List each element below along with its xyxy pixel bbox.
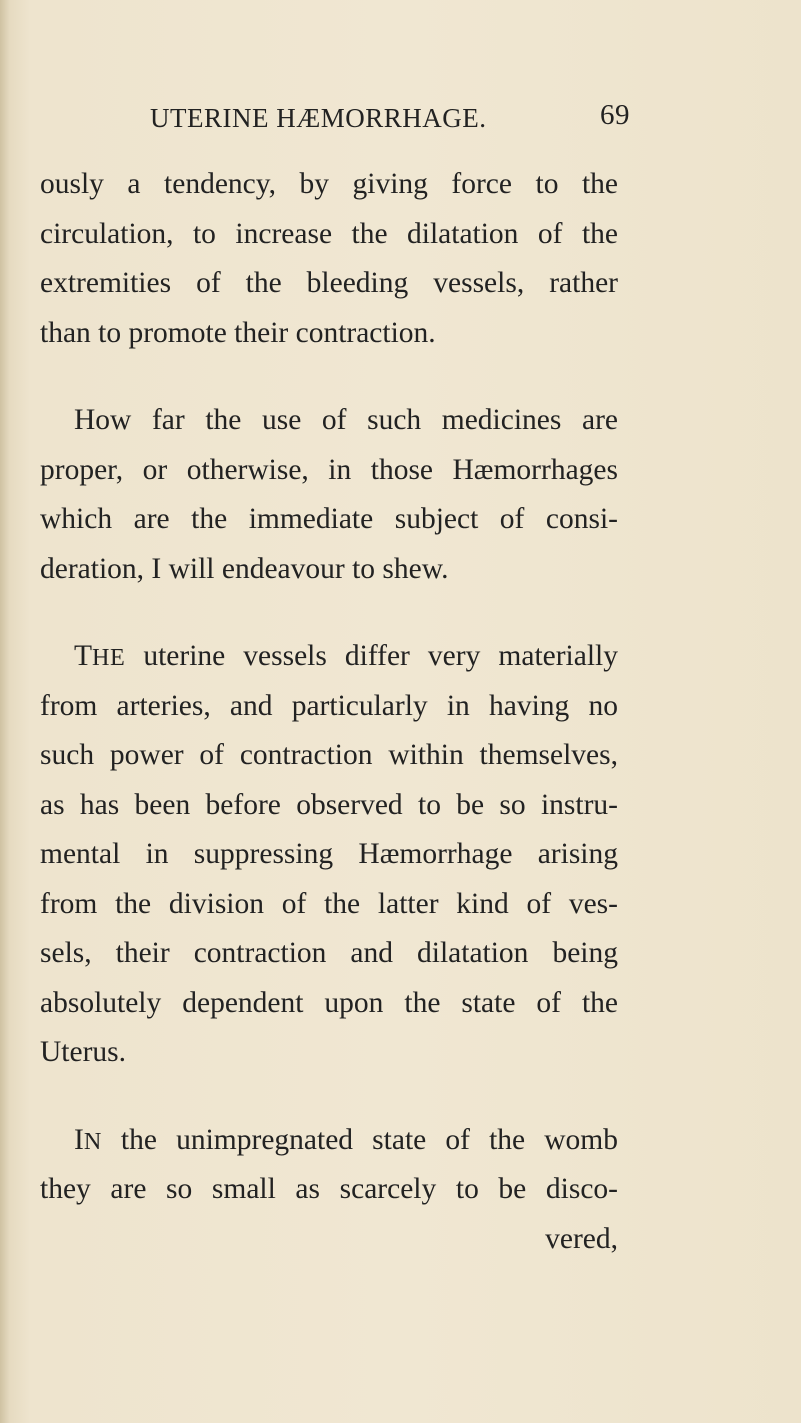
lead-smallcaps: HE — [92, 644, 126, 671]
paragraph-3 — [40, 632, 618, 1078]
running-head: UTERINE HÆMORRHAGE. — [150, 103, 487, 133]
paragraph-1 — [40, 160, 618, 358]
text-line: from the division of the latter kind of ves- — [40, 887, 618, 920]
text-line: circulation, to increase the dilatation of the — [40, 217, 618, 250]
text-line: proper, or otherwise, in those Hæmorrhages — [40, 453, 618, 486]
text-line: Uterus. — [40, 1036, 127, 1068]
lead-initial: I — [74, 1123, 84, 1156]
text-line: from arteries, and particularly in having no — [40, 689, 618, 722]
text-line: which are the immediate subject of consi- — [40, 503, 618, 535]
text-line: than to promote their contraction. — [40, 316, 436, 349]
text-line: ously a tendency, by giving force to the — [40, 168, 618, 200]
page-header — [150, 99, 630, 143]
text-line: such power of contraction within themselves, — [40, 739, 618, 771]
lead-initial: T — [74, 640, 93, 672]
page-number: 69 — [600, 99, 630, 131]
text-line: absolutely dependent upon the state of the — [40, 986, 618, 1019]
text-line: sels, their contraction and dilatation being — [40, 937, 618, 969]
text-line: deration, I will endeavour to shew. — [40, 552, 449, 585]
text-line: mental in suppressing Hæmorrhage arising — [40, 838, 618, 870]
text-line: as has been before observed to be so instru- — [40, 788, 618, 821]
line-rest: the unimpregnated state of the womb — [101, 1123, 618, 1156]
catchword: vered, — [545, 1222, 618, 1255]
paragraph-4 — [40, 1116, 618, 1215]
page-gutter — [0, 0, 10, 1423]
text-line: extremities of the bleeding vessels, rather — [40, 267, 618, 299]
line-rest: uterine vessels differ very materially — [125, 640, 618, 672]
body-text — [40, 160, 618, 1264]
text-line — [40, 632, 618, 682]
text-line: they are so small as scarcely to be disco- — [40, 1173, 618, 1205]
paragraph-2 — [40, 396, 618, 594]
text-line: How far the use of such medicines are — [74, 404, 618, 436]
lead-smallcaps: N — [83, 1127, 102, 1155]
text-line — [40, 1116, 618, 1166]
